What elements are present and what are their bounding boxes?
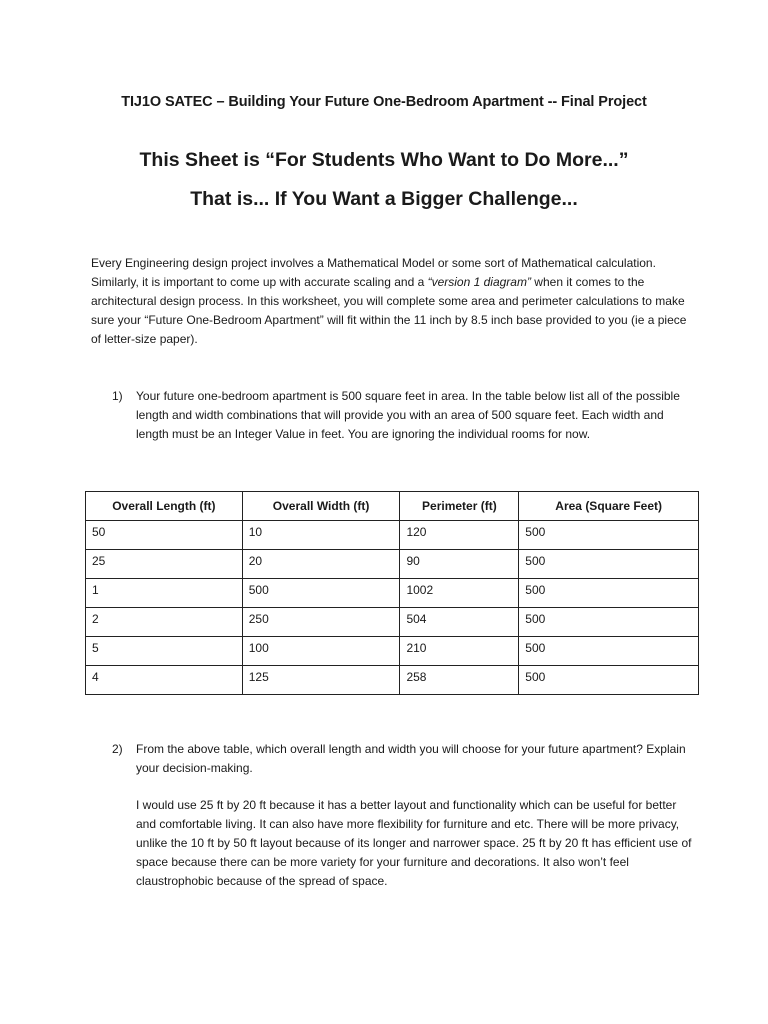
intro-text-part-2: when it comes to the architectural design process. In this worksheet, you will complete some area and perimeter calculations to make sure your “Future One-Bedroom Apartment” will fit within the 11 inch by 8.5 inch base provided to you (ie a piece of letter-size paper). — [91, 275, 687, 346]
headline-challenge: That is... If You Want a Bigger Challenge... — [190, 188, 578, 210]
header-overall-width: Overall Width (ft) — [242, 492, 400, 521]
table-row — [86, 666, 699, 695]
cell-length: 4 — [86, 666, 243, 695]
question-2-text: From the above table, which overall length and width you will choose for your future apartment? Explain your decision-making. — [136, 742, 686, 775]
cell-area: 500 — [519, 550, 699, 579]
question-2-number: 2) — [112, 742, 123, 756]
intro-emphasis: “version 1 diagram” — [427, 275, 531, 289]
cell-perimeter: 90 — [400, 550, 519, 579]
cell-width: 100 — [242, 637, 400, 666]
cell-perimeter: 120 — [400, 521, 519, 550]
cell-perimeter: 210 — [400, 637, 519, 666]
cell-width: 10 — [242, 521, 400, 550]
intro-text-part-1: Every Engineering design project involves a Mathematical Model or some sort of Mathematical calculation. Similarly, it is important to come up with accurate scaling and a — [91, 256, 656, 289]
cell-width: 125 — [242, 666, 400, 695]
question-1-number: 1) — [112, 389, 123, 403]
cell-length: 5 — [86, 637, 243, 666]
intro-paragraph — [91, 254, 691, 349]
cell-perimeter: 504 — [400, 608, 519, 637]
cell-length: 50 — [86, 521, 243, 550]
cell-width: 20 — [242, 550, 400, 579]
question-1 — [112, 387, 692, 444]
question-2 — [112, 740, 692, 778]
table-row — [86, 579, 699, 608]
dimensions-table — [85, 491, 699, 695]
cell-area: 500 — [519, 666, 699, 695]
table-row — [86, 521, 699, 550]
header-perimeter: Perimeter (ft) — [400, 492, 519, 521]
course-title: TIJ1O SATEC – Building Your Future One-Bedroom Apartment -- Final Project — [121, 94, 647, 110]
cell-area: 500 — [519, 521, 699, 550]
cell-area: 500 — [519, 608, 699, 637]
question-1-text: Your future one-bedroom apartment is 500 square feet in area. In the table below list all of the possible length and width combinations that will provide you with an area of 500 square feet. Each width and length must be an Integer Value in feet. You are ignoring the individual rooms for now. — [136, 389, 680, 441]
cell-length: 1 — [86, 579, 243, 608]
cell-width: 500 — [242, 579, 400, 608]
header-area: Area (Square Feet) — [519, 492, 699, 521]
cell-perimeter: 258 — [400, 666, 519, 695]
table-header-row — [86, 492, 699, 521]
table-row — [86, 608, 699, 637]
cell-area: 500 — [519, 637, 699, 666]
cell-length: 2 — [86, 608, 243, 637]
cell-area: 500 — [519, 579, 699, 608]
header-overall-length: Overall Length (ft) — [86, 492, 243, 521]
table-row — [86, 637, 699, 666]
cell-perimeter: 1002 — [400, 579, 519, 608]
answer-2-paragraph: I would use 25 ft by 20 ft because it has a better layout and functionality which can be useful for better and comfortable living. It can also have more flexibility for furniture and etc. There will be more privacy, unlike the 10 ft by 50 ft layout because of its longer and narrower space. 25 ft by 20 ft has efficient use of space because there can be more variety for your furniture and decorations. It also won’t feel claustrophobic because of the spread of space. — [136, 798, 692, 888]
cell-length: 25 — [86, 550, 243, 579]
table-row — [86, 550, 699, 579]
headline-more: This Sheet is “For Students Who Want to Do More...” — [139, 149, 629, 171]
cell-width: 250 — [242, 608, 400, 637]
